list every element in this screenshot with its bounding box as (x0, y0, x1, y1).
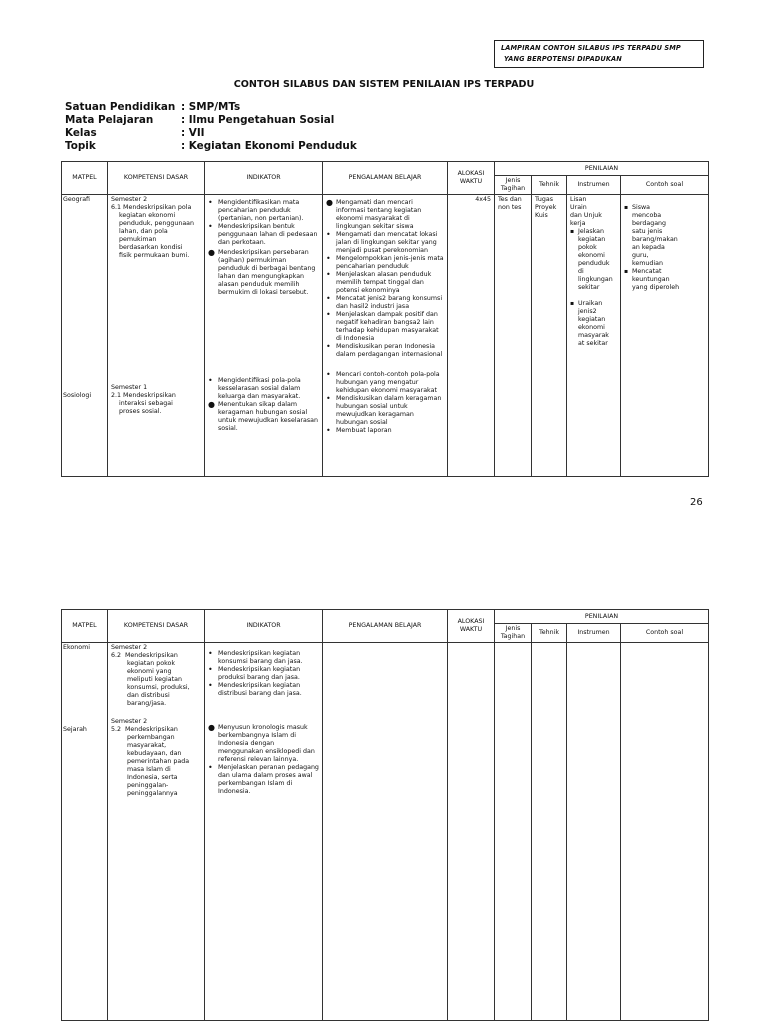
instrumen-line: Urain (570, 204, 587, 211)
kd-line: dan distribusi (127, 692, 170, 699)
kd-line: Mendeskripsikan (125, 652, 178, 659)
list-item (208, 650, 319, 666)
kd-line: konsumsi, produksi, (127, 684, 190, 691)
col-header-pengalaman: PENGALAMAN BELAJAR (323, 610, 448, 643)
bullet-icon: ● (208, 723, 215, 732)
kd-number: 6.1 Mendeskripsikan pola (111, 204, 192, 211)
kd-semester: Semester 2 (111, 718, 148, 725)
bullet-icon: ● (208, 400, 215, 409)
indikator-text: Mendeskripsikan kegiatan konsumsi barang dan jasa. (218, 650, 303, 665)
col-header-jenis (495, 176, 532, 195)
bullet-icon: ● (326, 198, 333, 207)
list-item (624, 204, 705, 268)
col-header-instrumen: Instrumen (567, 176, 621, 195)
subject-sejarah: Sejarah (63, 726, 87, 733)
jenis-cell (495, 195, 532, 477)
bullet-icon: • (208, 763, 213, 772)
attachment-label-line2: YANG BERPOTENSI DIPADUKAN (504, 55, 622, 63)
bullet-icon: • (208, 681, 213, 690)
col-header-jenis (495, 624, 532, 643)
jenis-line2: Tagihan (500, 185, 526, 192)
kd-line: ekonomi yang (127, 668, 172, 675)
list-item (326, 343, 444, 359)
matpel-cell (62, 195, 108, 477)
kd-line: Indonesia, serta (127, 774, 178, 781)
kd-heading (111, 726, 201, 734)
kd-semester: Semester 2 (111, 644, 148, 651)
jenis-line2: Tagihan (500, 633, 526, 640)
pengalaman-text: Menjelaskan dampak positif dan negatif kehadiran bangsa2 lain terhadap kehidupan masyarakat di Indonesia (336, 311, 439, 342)
kd-line: penduduk, penggunaan (119, 220, 195, 227)
indikator-cell (205, 195, 323, 477)
alokasi-line2: WAKTU (459, 178, 483, 185)
list-item (208, 199, 319, 223)
meta-value: : Ilmu Pengetahuan Sosial (181, 114, 335, 126)
attachment-label-line1: LAMPIRAN CONTOH SILABUS IPS TERPADU SMP (501, 44, 681, 52)
pengalaman-text: Mengamati dan mencatat lokasi jalan di lingkungan sekitar yang menjadi pusat perekonomian (336, 231, 438, 254)
pengalaman-text: Mencari contoh-contoh pola-pola hubungan yang mengatur kehidupan ekonomi masyarakat (336, 371, 440, 394)
bullet-icon: • (326, 426, 331, 435)
meta-label: Satuan Pendidikan (65, 101, 176, 113)
bullet-icon: • (326, 230, 331, 239)
contoh-item: Siswa mencoba berdagang satu jenis barang/makan an kepada guru, kemudian (632, 204, 678, 267)
kd-number: 2.1 Mendeskripsikan (111, 392, 176, 399)
kd-line: kebudayaan, dan (127, 750, 182, 757)
alokasi-value: 4x45 (475, 196, 491, 203)
col-header-pengalaman: PENGALAMAN BELAJAR (323, 162, 448, 195)
kd-line: meliputi kegiatan (127, 676, 182, 683)
bullet-icon: • (208, 665, 213, 674)
matpel-cell (62, 643, 108, 1021)
instrumen-line: dan Unjuk (570, 212, 602, 219)
kd-line: interaksi sebagai (119, 400, 173, 407)
instrumen-cell (567, 195, 621, 477)
tehnik-value: Tugas (535, 196, 554, 203)
col-header-contoh: Contoh soal (621, 624, 709, 643)
bullet-icon: • (326, 342, 331, 351)
bullet-icon: • (326, 394, 331, 403)
bullet-icon: • (208, 222, 213, 231)
tehnik-value: Proyek (535, 204, 557, 211)
instrumen-line: kerja (570, 220, 586, 227)
list-item (208, 682, 319, 698)
kd-line: peninggalannya (127, 790, 178, 797)
document-title: CONTOH SILABUS DAN SISTEM PENILAIAN IPS TERPADU (233, 79, 535, 90)
pengalaman-text: Mengelompokkan jenis-jenis mata pencaharian penduduk (336, 255, 444, 270)
alokasi-line1: ALOKASI (457, 618, 485, 625)
syllabus-table-1 (61, 161, 709, 477)
bullet-icon: ● (208, 248, 215, 257)
bullet-icon: • (208, 198, 213, 207)
meta-label: Topik (65, 140, 96, 152)
kd-number: 5.2 (111, 726, 122, 733)
kd-line: masyarakat, (127, 742, 167, 749)
meta-label: Mata Pelajaran (65, 114, 154, 126)
jenis-value: Tes dan (498, 196, 522, 203)
indikator-text: Menyusun kronologis masuk berkembangnya Islam di Indonesia dengan menggunakan ensiklopedi dan referensi relevan lainnya. (218, 724, 315, 763)
kd-line: barang/jasa. (127, 700, 167, 707)
indikator-text: Mendeskripsikan kegiatan produksi barang dan jasa. (218, 666, 301, 681)
kd-line: peninggalan- (127, 782, 169, 789)
kd-number: 6.2 (111, 652, 122, 659)
pengalaman-text: Menjelaskan alasan penduduk memilih tempat tinggal dan potensi ekonominya (336, 271, 432, 294)
col-header-penilaian: PENILAIAN (495, 162, 709, 176)
col-header-instrumen: Instrumen (567, 624, 621, 643)
list-item (208, 401, 319, 433)
pengalaman-text: Mencatat jenis2 barang konsumsi dan hasil2 industri jasa (336, 295, 443, 310)
attachment-label-box (494, 40, 704, 68)
pengalaman-text: Mendiskusikan dalam keragaman hubungan sosial untuk mewujudkan keragaman hubungan sosial (336, 395, 442, 426)
list-item (208, 764, 319, 796)
list-item (326, 311, 444, 343)
bullet-icon: • (326, 294, 331, 303)
meta-value: : SMP/MTs (181, 101, 241, 113)
table-row (62, 643, 709, 1021)
pengalaman-text: Membuat laporan (336, 427, 392, 434)
page-number: 26 (690, 497, 703, 508)
col-header-penilaian: PENILAIAN (495, 610, 709, 624)
bullet-icon: • (326, 254, 331, 263)
list-item (208, 724, 319, 764)
pengalaman-text: Mengamati dan mencari informasi tentang kegiatan ekonomi masyarakat di lingkungan sekitar siswa (336, 199, 422, 230)
instrumen-item: Uraikan jenis2 kegiatan ekonomi masyarak at sekitar (578, 300, 609, 347)
col-header-contoh: Contoh soal (621, 176, 709, 195)
jenis-line1: Jenis (505, 177, 521, 184)
indikator-text: Mengidentifikasikan mata pencaharian penduduk (pertanian, non pertanian). (218, 199, 304, 222)
list-item (208, 666, 319, 682)
tehnik-cell (532, 195, 567, 477)
kd-line: Mendeskripsikan (125, 726, 178, 733)
kd-line: kegiatan pokok (127, 660, 175, 667)
kd-line: fisik permukaan bumi. (119, 252, 190, 259)
indikator-text: Mendeskripsikan kegiatan distribusi barang dan jasa. (218, 682, 302, 697)
meta-value: : Kegiatan Ekonomi Penduduk (181, 140, 357, 152)
tehnik-value: Kuis (535, 212, 548, 219)
col-header-tehnik: Tehnik (532, 176, 567, 195)
meta-value: : VII (181, 127, 205, 139)
jenis-value: non tes (498, 204, 522, 211)
alokasi-line1: ALOKASI (457, 170, 485, 177)
list-item (326, 199, 444, 231)
kd-line: berdasarkan kondisi (119, 244, 183, 251)
list-item (570, 228, 617, 292)
list-item (326, 371, 444, 395)
kd-line: lahan, dan pola (119, 228, 168, 235)
contoh-cell (621, 643, 709, 1021)
alokasi-line2: WAKTU (459, 626, 483, 633)
syllabus-table-2 (61, 609, 709, 1021)
alokasi-cell (448, 195, 495, 477)
col-header-kd: KOMPETENSI DASAR (108, 162, 205, 195)
kd-cell (108, 195, 205, 477)
bullet-icon: ▪ (570, 228, 575, 235)
indikator-text: Menjelaskan peranan pedagang dan ulama dalam proses awal perkembangan Islam di Indonesia. (218, 764, 319, 795)
pengalaman-cell (323, 643, 448, 1021)
bullet-icon: ▪ (570, 300, 575, 307)
instrumen-cell (567, 643, 621, 1021)
kd-semester: Semester 1 (111, 384, 148, 391)
col-header-matpel: MATPEL (62, 162, 108, 195)
bullet-icon: ▪ (624, 204, 629, 211)
contoh-cell (621, 195, 709, 477)
subject-sosiologi: Sosiologi (63, 392, 92, 399)
jenis-cell (495, 643, 532, 1021)
list-item (208, 377, 319, 401)
list-item (326, 395, 444, 427)
list-item (326, 231, 444, 255)
list-item (208, 223, 319, 247)
indikator-text: Mendeskripsikan bentuk penggunaan lahan di pedesaan dan perkotaan. (218, 223, 318, 246)
bullet-icon: ▪ (624, 268, 629, 275)
indikator-text: Menentukan sikap dalam keragaman hubungan sosial untuk mewujudkan keselarasan sosial. (218, 401, 318, 432)
list-item (326, 295, 444, 311)
kd-line: pemerintahan pada (127, 758, 190, 765)
tehnik-cell (532, 643, 567, 1021)
col-header-indikator: INDIKATOR (205, 610, 323, 643)
kd-line: perkembangan (127, 734, 175, 741)
col-header-kd: KOMPETENSI DASAR (108, 610, 205, 643)
list-item (326, 271, 444, 295)
jenis-line1: Jenis (505, 625, 521, 632)
bullet-icon: • (326, 310, 331, 319)
bullet-icon: • (208, 376, 213, 385)
kd-line: pemukiman (119, 236, 157, 243)
kd-heading (111, 652, 201, 660)
col-header-tehnik: Tehnik (532, 624, 567, 643)
alokasi-cell (448, 643, 495, 1021)
indikator-text: Mendeskripsikan persebaran (agihan) permukiman penduduk di berbagai bentang lahan dan mengungkapkan alasan penduduk memilih bermukim di lokasi tersebut. (218, 249, 316, 296)
instrumen-item: Jelaskan kegiatan pokok ekonomi penduduk di lingkungan sekitar (578, 228, 613, 291)
kd-line: masa Islam di (127, 766, 171, 773)
subject-ekonomi: Ekonomi (63, 644, 90, 651)
col-header-alokasi (448, 610, 495, 643)
indikator-cell (205, 643, 323, 1021)
col-header-alokasi (448, 162, 495, 195)
list-item (326, 427, 444, 435)
contoh-item: Mencatat keuntungan yang diperoleh (632, 268, 680, 291)
pengalaman-cell (323, 195, 448, 477)
subject-geografi: Geografi (63, 196, 91, 203)
kd-line: kegiatan ekonomi (119, 212, 176, 219)
col-header-matpel: MATPEL (62, 610, 108, 643)
pengalaman-text: Mendiskusikan peran Indonesia dalam perdagangan internasional (336, 343, 443, 358)
kd-semester: Semester 2 (111, 196, 148, 203)
meta-label: Kelas (65, 127, 97, 139)
list-item (326, 255, 444, 271)
bullet-icon: • (326, 370, 331, 379)
col-header-indikator: INDIKATOR (205, 162, 323, 195)
list-item (624, 268, 705, 292)
list-item (208, 249, 319, 297)
bullet-icon: • (326, 270, 331, 279)
indikator-text: Mengidentifikasi pola-pola kesselarasan sosial dalam keluarga dan masyarakat. (218, 377, 301, 400)
table-row (62, 195, 709, 477)
bullet-icon: • (208, 649, 213, 658)
kd-line: proses sosial. (119, 408, 162, 415)
kd-cell (108, 643, 205, 1021)
list-item (570, 300, 617, 348)
instrumen-line: Lisan (570, 196, 587, 203)
